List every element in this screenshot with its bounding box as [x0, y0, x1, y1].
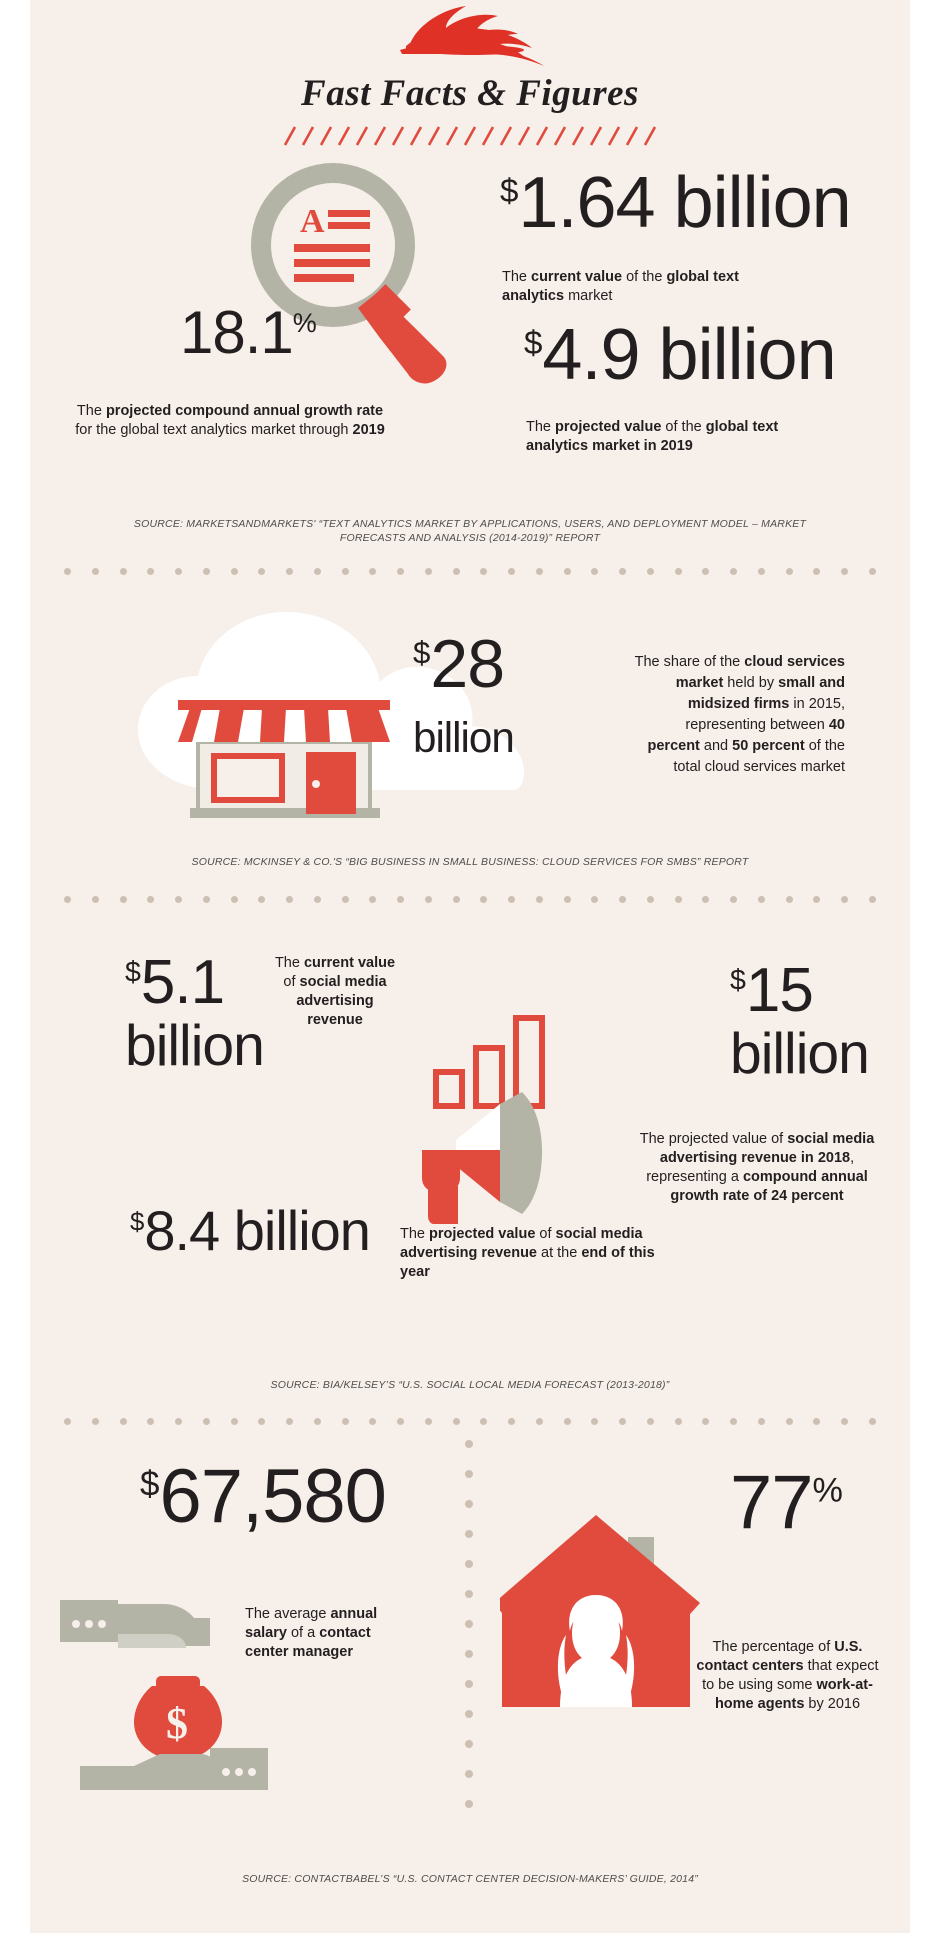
page-title: Fast Facts & Figures: [301, 73, 639, 114]
stat-value-4-9-billion: [524, 315, 836, 395]
stat-unit: billion: [413, 713, 514, 761]
dollar-sign: $: [125, 956, 141, 989]
stat-value-18-1-percent: [180, 299, 316, 366]
source-text-analytics: SOURCE: MARKETSANDMARKETS' “TEXT ANALYTICS MARKET BY APPLICATIONS, USERS, AND DEPLOYMENT MODEL – MARKET FORECASTS AND ANALYSIS (2014-2019)” REPORT: [133, 518, 807, 545]
svg-text:$: $: [166, 1699, 188, 1748]
divider-2: [64, 896, 876, 903]
stat-caption-28: The share of the cloud services market held by small and midsized firms in 2015, representing between 40 percent and 50 percent of the total cloud services market: [634, 654, 845, 776]
stat-number: 5.1: [140, 948, 225, 1017]
stat-value-1-64-billion: [500, 163, 851, 243]
header: [30, 0, 910, 147]
percent-sign: %: [292, 308, 316, 338]
dollar-sign: $: [730, 964, 746, 997]
section-cloud-services: [30, 590, 910, 860]
stat-unit: billion: [673, 163, 851, 243]
dollar-sign: $: [413, 635, 431, 671]
stat-value-28-billion: [413, 626, 514, 761]
stat-number: 8.4: [144, 1199, 220, 1262]
vertical-dotted-divider: [465, 1440, 473, 1830]
stat-number: 28: [430, 626, 505, 702]
stat-value-8-4-billion: [130, 1199, 370, 1262]
source-social-media: SOURCE: BIA/KELSEY’S “U.S. SOCIAL LOCAL MEDIA FORECAST (2013-2018)”: [270, 1379, 670, 1391]
stat-caption-4-9: The projected value of the global text analytics market in 2019: [526, 419, 779, 455]
cloud-storefront-icon: [110, 590, 590, 845]
divider-3: [64, 1418, 876, 1425]
stat-caption-67580: The average annual salary of a contact center manager: [245, 1606, 378, 1661]
house-agent-icon: [500, 1515, 700, 1740]
stat-number: 18.1: [180, 299, 293, 366]
stat-caption-77: The percentage of U.S. contact centers that expect to be using some work-at-home agents by 2016: [696, 1639, 879, 1713]
dollar-sign: $: [500, 173, 519, 210]
stat-caption-15: The projected value of social media advertising revenue in 2018, representing a compound annual growth rate of 24 percent: [639, 1131, 875, 1205]
stat-unit: billion: [658, 315, 836, 395]
stat-caption-18-1: The projected compound annual growth rate for the global text analytics market through 2019: [75, 403, 385, 439]
stat-caption-8-4: The projected value of social media advertising revenue at the end of this year: [400, 1226, 655, 1281]
svg-text:A: A: [300, 203, 325, 240]
flame-icon: [30, 0, 910, 68]
dollar-sign: $: [130, 1208, 145, 1237]
dollar-sign: $: [140, 1464, 160, 1504]
stat-number: 15: [745, 956, 813, 1025]
divider-1: [64, 568, 876, 575]
stat-caption-1-64: The current value of the global text analytics market: [502, 269, 739, 305]
infographic-sheet: [30, 0, 910, 1933]
stat-number: 1.64: [518, 163, 655, 243]
stat-value-67580: [140, 1454, 386, 1539]
stat-unit: billion: [125, 1014, 264, 1078]
stat-value-77-percent: [730, 1460, 842, 1545]
stat-value-5-1-billion: [125, 948, 264, 1078]
stat-unit: billion: [730, 1022, 869, 1086]
stat-caption-5-1: The current value of social media advertising revenue: [274, 955, 396, 1029]
hatch-marks-divider: [275, 125, 665, 147]
handshake-money-bag-icon: [60, 1590, 270, 1805]
stat-number: 77: [730, 1460, 813, 1545]
percent-sign: %: [812, 1471, 842, 1510]
section-social-media-advertising: [30, 930, 910, 1370]
source-cloud-services: SOURCE: MCKINSEY & CO.'S “BIG BUSINESS IN SMALL BUSINESS: CLOUD SERVICES FOR SMBS” REPORT: [191, 856, 749, 868]
stat-unit: billion: [233, 1199, 370, 1262]
dollar-sign: $: [524, 325, 543, 362]
stat-number: 4.9: [542, 315, 640, 395]
stat-value-15-billion: [730, 956, 869, 1086]
stat-number: 67,580: [159, 1454, 386, 1539]
source-contact-centers: SOURCE: CONTACTBABEL’S “U.S. CONTACT CENTER DECISION-MAKERS’ GUIDE, 2014”: [242, 1873, 698, 1885]
megaphone-bar-chart-icon: [400, 1000, 620, 1235]
section-text-analytics: [30, 160, 910, 500]
section-contact-centers: [30, 1440, 910, 1840]
